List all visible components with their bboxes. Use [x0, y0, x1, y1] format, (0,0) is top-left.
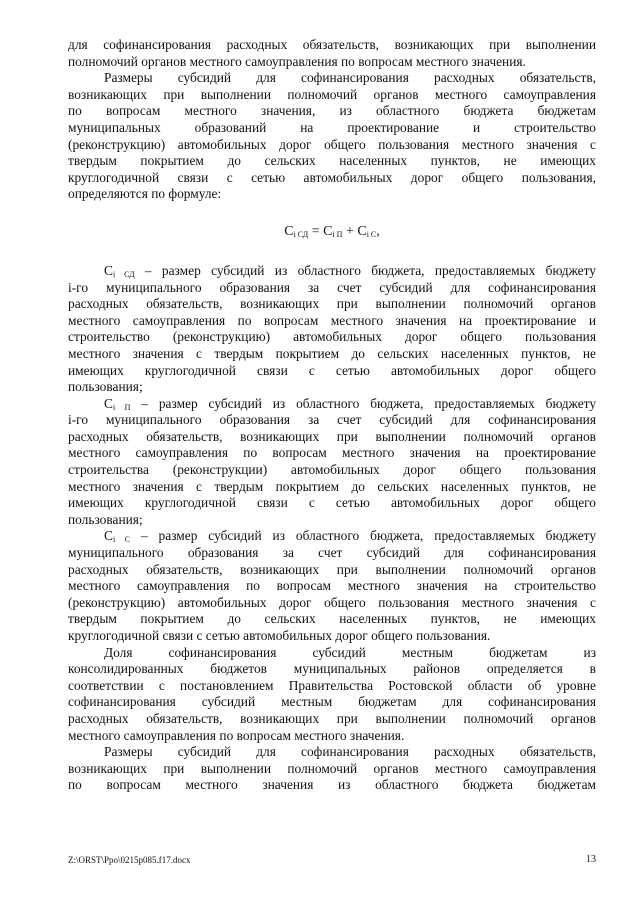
page-footer: [68, 853, 596, 867]
text-line: по вопросам местного значения из областного бюджета бюджетам: [68, 777, 596, 793]
text-line: (реконструкцию) автомобильных дорог общего пользования местного значения с: [68, 136, 596, 152]
text-line: Размеры субсидий для софинансирования расходных обязательств,: [104, 744, 596, 760]
text-line: твердым покрытием до сельских населенных пунктов, не имеющих: [68, 153, 596, 169]
definition-subscript: i СД: [112, 269, 135, 279]
definition-subscript: i П: [112, 402, 131, 412]
text-line: полномочий органов местного самоуправления по вопросам местного значения.: [68, 53, 526, 69]
formula-operator: =: [308, 223, 324, 239]
definition-first-line: [68, 263, 596, 280]
text-line: пользования;: [68, 379, 143, 395]
text-line: расходных обязательств, возникающих при выполнении полномочий органов: [68, 710, 596, 726]
text-line: имеющих круглогодичной связи с сетью автомобильных дорог общего: [68, 495, 596, 511]
text-line: строительство (реконструкцию) автомобильных дорог общего пользования: [68, 329, 596, 345]
formula-operator: +: [342, 223, 358, 239]
text-line: i-го муниципального образования за счет субсидий для софинансирования: [68, 279, 596, 295]
text-line: консолидированных бюджетов муниципальных районов определяется в: [68, 661, 596, 677]
text-line: имеющих круглогодичной связи с сетью автомобильных дорог общего: [68, 362, 596, 378]
text-line: муниципального образования за счет субсидий для софинансирования: [68, 545, 596, 561]
definition-c-p: [68, 396, 596, 529]
formula-subscript: i С: [366, 229, 377, 239]
text-line: муниципальных образований на проектирование и строительство: [68, 119, 596, 135]
text-line: местного самоуправления по вопросам местного значения.: [68, 727, 405, 743]
text-line: твердым покрытием до сельских населенных пунктов, не имеющих: [68, 611, 596, 627]
text-line: Доля софинансирования субсидий местным бюджетам из: [104, 644, 596, 660]
definition-symbol: С: [104, 528, 113, 544]
text-line: местного значения с твердым покрытием до сельских населенных пунктов, не: [68, 345, 596, 361]
formula-symbol: С: [323, 223, 333, 239]
file-path: Z:\ORST\Ppo\0215p085.f17.docx: [68, 855, 191, 865]
text-line: строительства (реконструкции) автомобильных дорог общего пользования: [68, 462, 596, 478]
text-line: расходных обязательств, возникающих при выполнении полномочий органов: [68, 296, 596, 312]
formula-punctuation: ,: [376, 223, 380, 239]
text-line: соответствии с постановлением Правительства Ростовской области об уровне: [68, 677, 596, 693]
formula-symbol: С: [357, 223, 367, 239]
formula-subscript: i П: [332, 229, 343, 239]
text-line: местного самоуправления по вопросам местного значения на проектирование: [68, 445, 596, 461]
text-line: по вопросам местного значения, из областного бюджета бюджетам: [68, 103, 596, 119]
formula-symbol: С: [284, 223, 294, 239]
text-line: Размеры субсидий для софинансирования расходных обязательств,: [104, 70, 596, 86]
text-line: местного самоуправления по вопросам местного значения на строительство: [68, 578, 596, 594]
text-line: возникающих при выполнении полномочий органов местного самоуправления: [68, 760, 596, 776]
text-line: для софинансирования расходных обязательств, возникающих при выполнении: [68, 37, 596, 52]
text-line: софинансирования субсидий местным бюджетам для софинансирования: [68, 694, 596, 710]
text-line: i-го муниципального образования за счет субсидий для софинансирования: [68, 412, 596, 428]
definition-symbol: С: [104, 262, 113, 278]
definition-c-sd: [68, 263, 596, 396]
text-line: местного значения с твердым покрытием до сельских населенных пунктов, не: [68, 478, 596, 494]
formula: [68, 223, 596, 241]
text-line: возникающих при выполнении полномочий органов местного самоуправления: [68, 86, 596, 102]
definition-c-s: [68, 528, 596, 644]
definition-text: – размер субсидий из областного бюджета, предоставляемых бюджету: [130, 395, 597, 411]
definition-subscript: i С: [112, 535, 131, 545]
definition-first-line: [68, 396, 596, 413]
text-line: местного самоуправления по вопросам местного значения на проектирование и: [68, 312, 596, 328]
definition-symbol: С: [104, 395, 113, 411]
text-line: круглогодичной связи с сетью автомобильных дорог общего пользования.: [68, 628, 491, 643]
paragraph-intro: [68, 37, 596, 70]
definition-first-line: [68, 528, 596, 545]
paragraph-sizes: [68, 70, 596, 203]
paragraph-share: [68, 645, 596, 745]
page-number: 13: [586, 854, 596, 865]
text-line: пользования;: [68, 511, 143, 527]
document-page: [68, 37, 596, 794]
formula-subscript: i СД: [293, 229, 309, 239]
text-line: расходных обязательств, возникающих при выполнении полномочий органов: [68, 561, 596, 577]
text-line: расходных обязательств, возникающих при выполнении полномочий органов: [68, 428, 596, 444]
text-line: круглогодичной связи с сетью автомобильных дорог общего пользования,: [68, 169, 596, 185]
text-line: определяются по формуле:: [68, 186, 222, 202]
definition-text: – размер субсидий из областного бюджета, предоставляемых бюджету: [130, 528, 597, 544]
definition-text: – размер субсидий из областного бюджета, предоставляемых бюджету: [134, 262, 596, 278]
paragraph-sizes-2: [68, 744, 596, 794]
text-line: (реконструкцию) автомобильных дорог общего пользования местного значения с: [68, 594, 596, 610]
